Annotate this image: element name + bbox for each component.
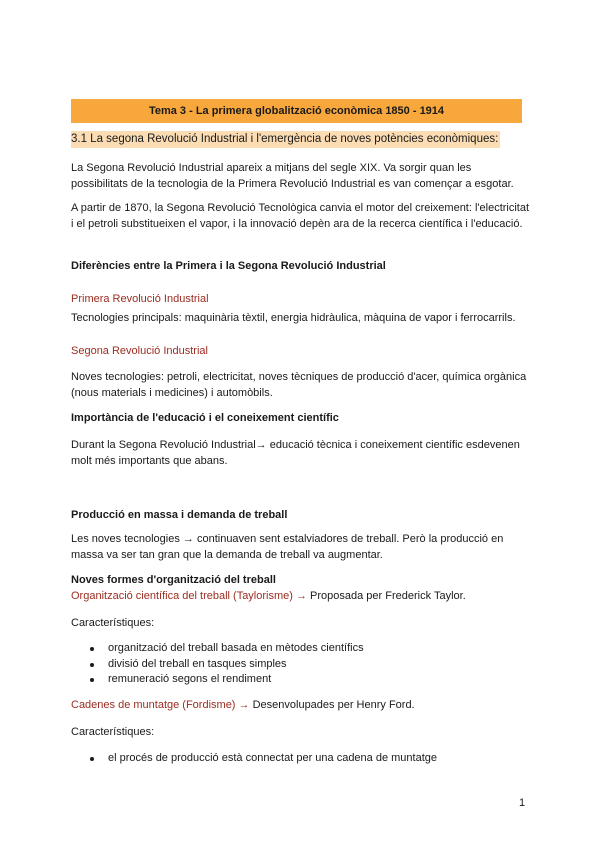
taylorism-label: Organització científica del treball (Taylorisme) →: [71, 590, 307, 602]
characteristics-label-taylor: Característiques:: [71, 617, 155, 629]
first-revolution-text: Tecnologies principals: maquinària tèxtil, energia hidràulica, màquina de vapor i ferrocarrils.: [71, 312, 516, 324]
list-item: divisió del treball en tasques simples: [71, 657, 531, 673]
fordism-line: [71, 697, 531, 713]
mass-production-text: Les noves tecnologies → continuaven sent estalviadores de treball. Però la producció en massa va ser tan gran que la demanda de treball va augmentar.: [71, 533, 504, 561]
fordism-label: Cadenes de muntatge (Fordisme) →: [71, 699, 250, 711]
characteristics-label-ford: Característiques:: [71, 726, 155, 738]
section-heading: 3.1 La segona Revolució Industrial i l'emergència de noves potències econòmiques:: [71, 131, 500, 148]
list-item: el procés de producció està connectat per una cadena de muntatge: [71, 751, 531, 767]
document-title: Tema 3 - La primera globalització econòmica 1850 - 1914: [71, 99, 522, 123]
ford-characteristics-list: [71, 751, 531, 767]
intro-paragraph-2: A partir de 1870, la Segona Revolució Tecnològica canvia el motor del creixement: l'electricitat i el petroli substitueixen el vapor, i la innovació depèn ara de la recerca científica i l'educació.: [71, 202, 530, 230]
page-number: 1: [519, 797, 526, 809]
education-heading: Importància de l'educació i el coneixement científic: [71, 412, 339, 424]
first-revolution-label: Primera Revolució Industrial: [71, 293, 209, 305]
taylorism-line: [71, 588, 531, 604]
education-text: Durant la Segona Revolució Industrial→ educació tècnica i coneixement científic esdevenen molt més importants que abans.: [71, 439, 520, 467]
fordism-text: Desenvolupades per Henry Ford.: [249, 699, 415, 711]
list-item: remuneració segons el rendiment: [71, 672, 531, 688]
differences-heading: Diferències entre la Primera i la Segona Revolució Industrial: [71, 260, 386, 272]
taylor-characteristics-list: [71, 641, 531, 688]
intro-paragraph-1: La Segona Revolució Industrial apareix a mitjans del segle XIX. Va sorgir quan les possibilitats de la tecnologia de la Primera Revolució Industrial es van començar a esgotar.: [71, 162, 514, 190]
second-revolution-text: Noves tecnologies: petroli, electricitat, noves tècniques de producció d'acer, química orgànica (nous materials i medicines) i automòbils.: [71, 371, 527, 399]
taylorism-text: Proposada per Frederick Taylor.: [306, 590, 466, 602]
mass-production-heading: Producció en massa i demanda de treball: [71, 509, 288, 521]
second-revolution-label: Segona Revolució Industrial: [71, 345, 208, 357]
list-item: organització del treball basada en mètodes científics: [71, 641, 531, 657]
new-forms-heading: Noves formes d'organització del treball: [71, 574, 276, 586]
